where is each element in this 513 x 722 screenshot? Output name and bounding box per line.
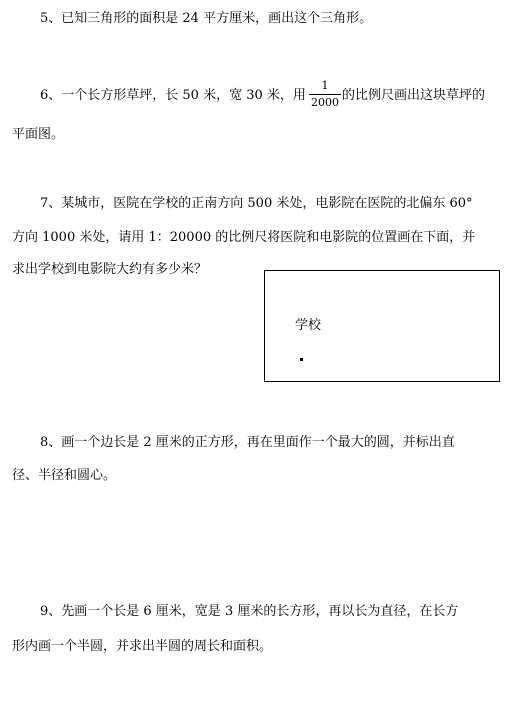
question-9-line-1: 9、先画一个长是 6 厘米，宽是 3 厘米的长方形，再以长为直径，在长方 [40,604,459,619]
question-6-line-1-end: 的比例尺画出这块草坪的 [342,88,486,103]
fraction-bar [309,94,341,95]
question-7-line-2: 方向 1000 米处，请用 1：20000 的比例尺将医院和电影院的位置画在下面，并 [12,230,476,245]
question-8-line-1: 8、画一个边长是 2 厘米的正方形，再在里面作一个最大的圆，并标出直 [40,435,455,450]
question-6-line-2: 平面图。 [12,127,65,142]
school-label: 学校 [295,318,322,333]
question-5: 5、已知三角形的面积是 24 平方厘米，画出这个三角形。 [40,11,373,26]
question-8-line-2: 径、半径和圆心。 [12,468,117,483]
fraction-denominator: 2000 [311,96,339,109]
question-9-line-2: 形内画一个半圆，并求出半圆的周长和面积。 [12,639,273,654]
school-point-marker [300,358,303,361]
question-6-line-1-start: 6、一个长方形草坪，长 50 米，宽 30 米，用 [40,88,306,103]
drawing-area-box [264,270,500,382]
fraction-numerator: 1 [321,79,329,92]
question-7-line-3: 求出学校到电影院大约有多少米？ [12,262,208,277]
question-7-line-1: 7、某城市，医院在学校的正南方向 500 米处，电影院在医院的北偏东 60° [40,196,473,211]
question-6-fraction [309,80,341,109]
